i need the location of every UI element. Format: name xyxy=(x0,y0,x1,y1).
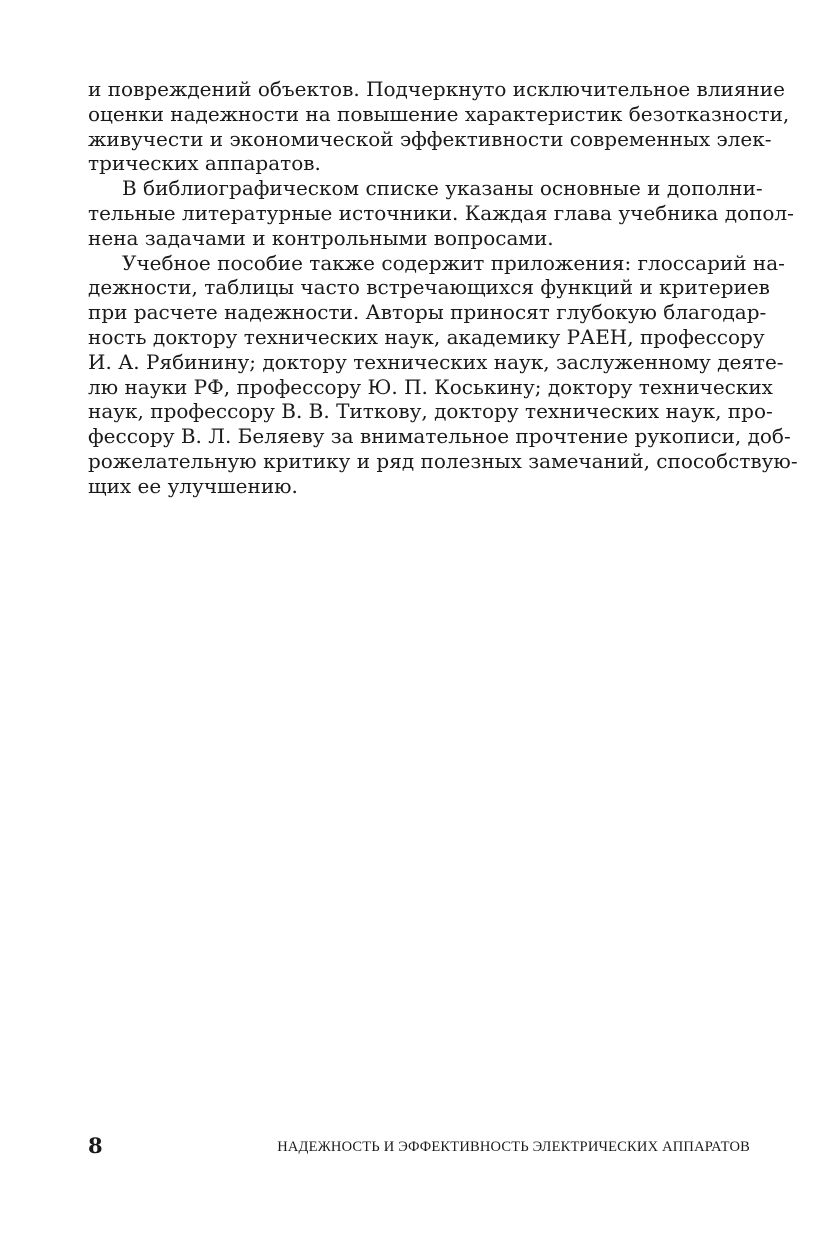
paragraph-2 xyxy=(88,176,794,250)
text-line: живучести и экономической эффективности современных элек- xyxy=(88,126,772,151)
page-footer xyxy=(88,1132,750,1162)
text-line: наук, профессору В. В. Титкову, доктору технических наук, про- xyxy=(88,399,773,424)
text-line: тельные литературные источники. Каждая глава учебника допол- xyxy=(88,200,794,225)
page-number: 8 xyxy=(88,1133,103,1158)
text-line: В библиографическом списке указаны основные и дополни- xyxy=(122,176,763,201)
page-body-text xyxy=(88,77,798,499)
text-line: фессору В. Л. Беляеву за внимательное прочтение рукописи, доб- xyxy=(88,424,791,449)
text-line: лю науки РФ, профессору Ю. П. Коськину; доктору технических xyxy=(88,374,773,399)
text-line: нена задачами и контрольными вопросами. xyxy=(88,225,554,250)
text-line: трических аппаратов. xyxy=(88,151,321,176)
running-title: НАДЕЖНОСТЬ И ЭФФЕКТИВНОСТЬ ЭЛЕКТРИЧЕСКИХ АППАРАТОВ xyxy=(277,1139,750,1155)
text-line: Учебное пособие также содержит приложения: глоссарий на- xyxy=(122,250,785,275)
paragraph-3 xyxy=(88,250,798,499)
paragraph-1 xyxy=(88,77,790,176)
text-line: И. А. Рябинину; доктору технических наук, заслуженному деяте- xyxy=(88,349,784,374)
text-line: и повреждений объектов. Подчеркнуто исключительное влияние xyxy=(88,77,785,101)
text-line: рожелательную критику и ряд полезных замечаний, способствую- xyxy=(88,448,798,473)
text-line: при расчете надежности. Авторы приносят глубокую благодар- xyxy=(88,300,767,325)
text-line: щих ее улучшению. xyxy=(88,473,298,498)
text-line: оценки надежности на повышение характеристик безотказности, xyxy=(88,101,790,126)
text-line: ность доктору технических наук, академику РАЕН, профессору xyxy=(88,324,765,349)
text-line: дежности, таблицы часто встречающихся функций и критериев xyxy=(88,275,770,300)
